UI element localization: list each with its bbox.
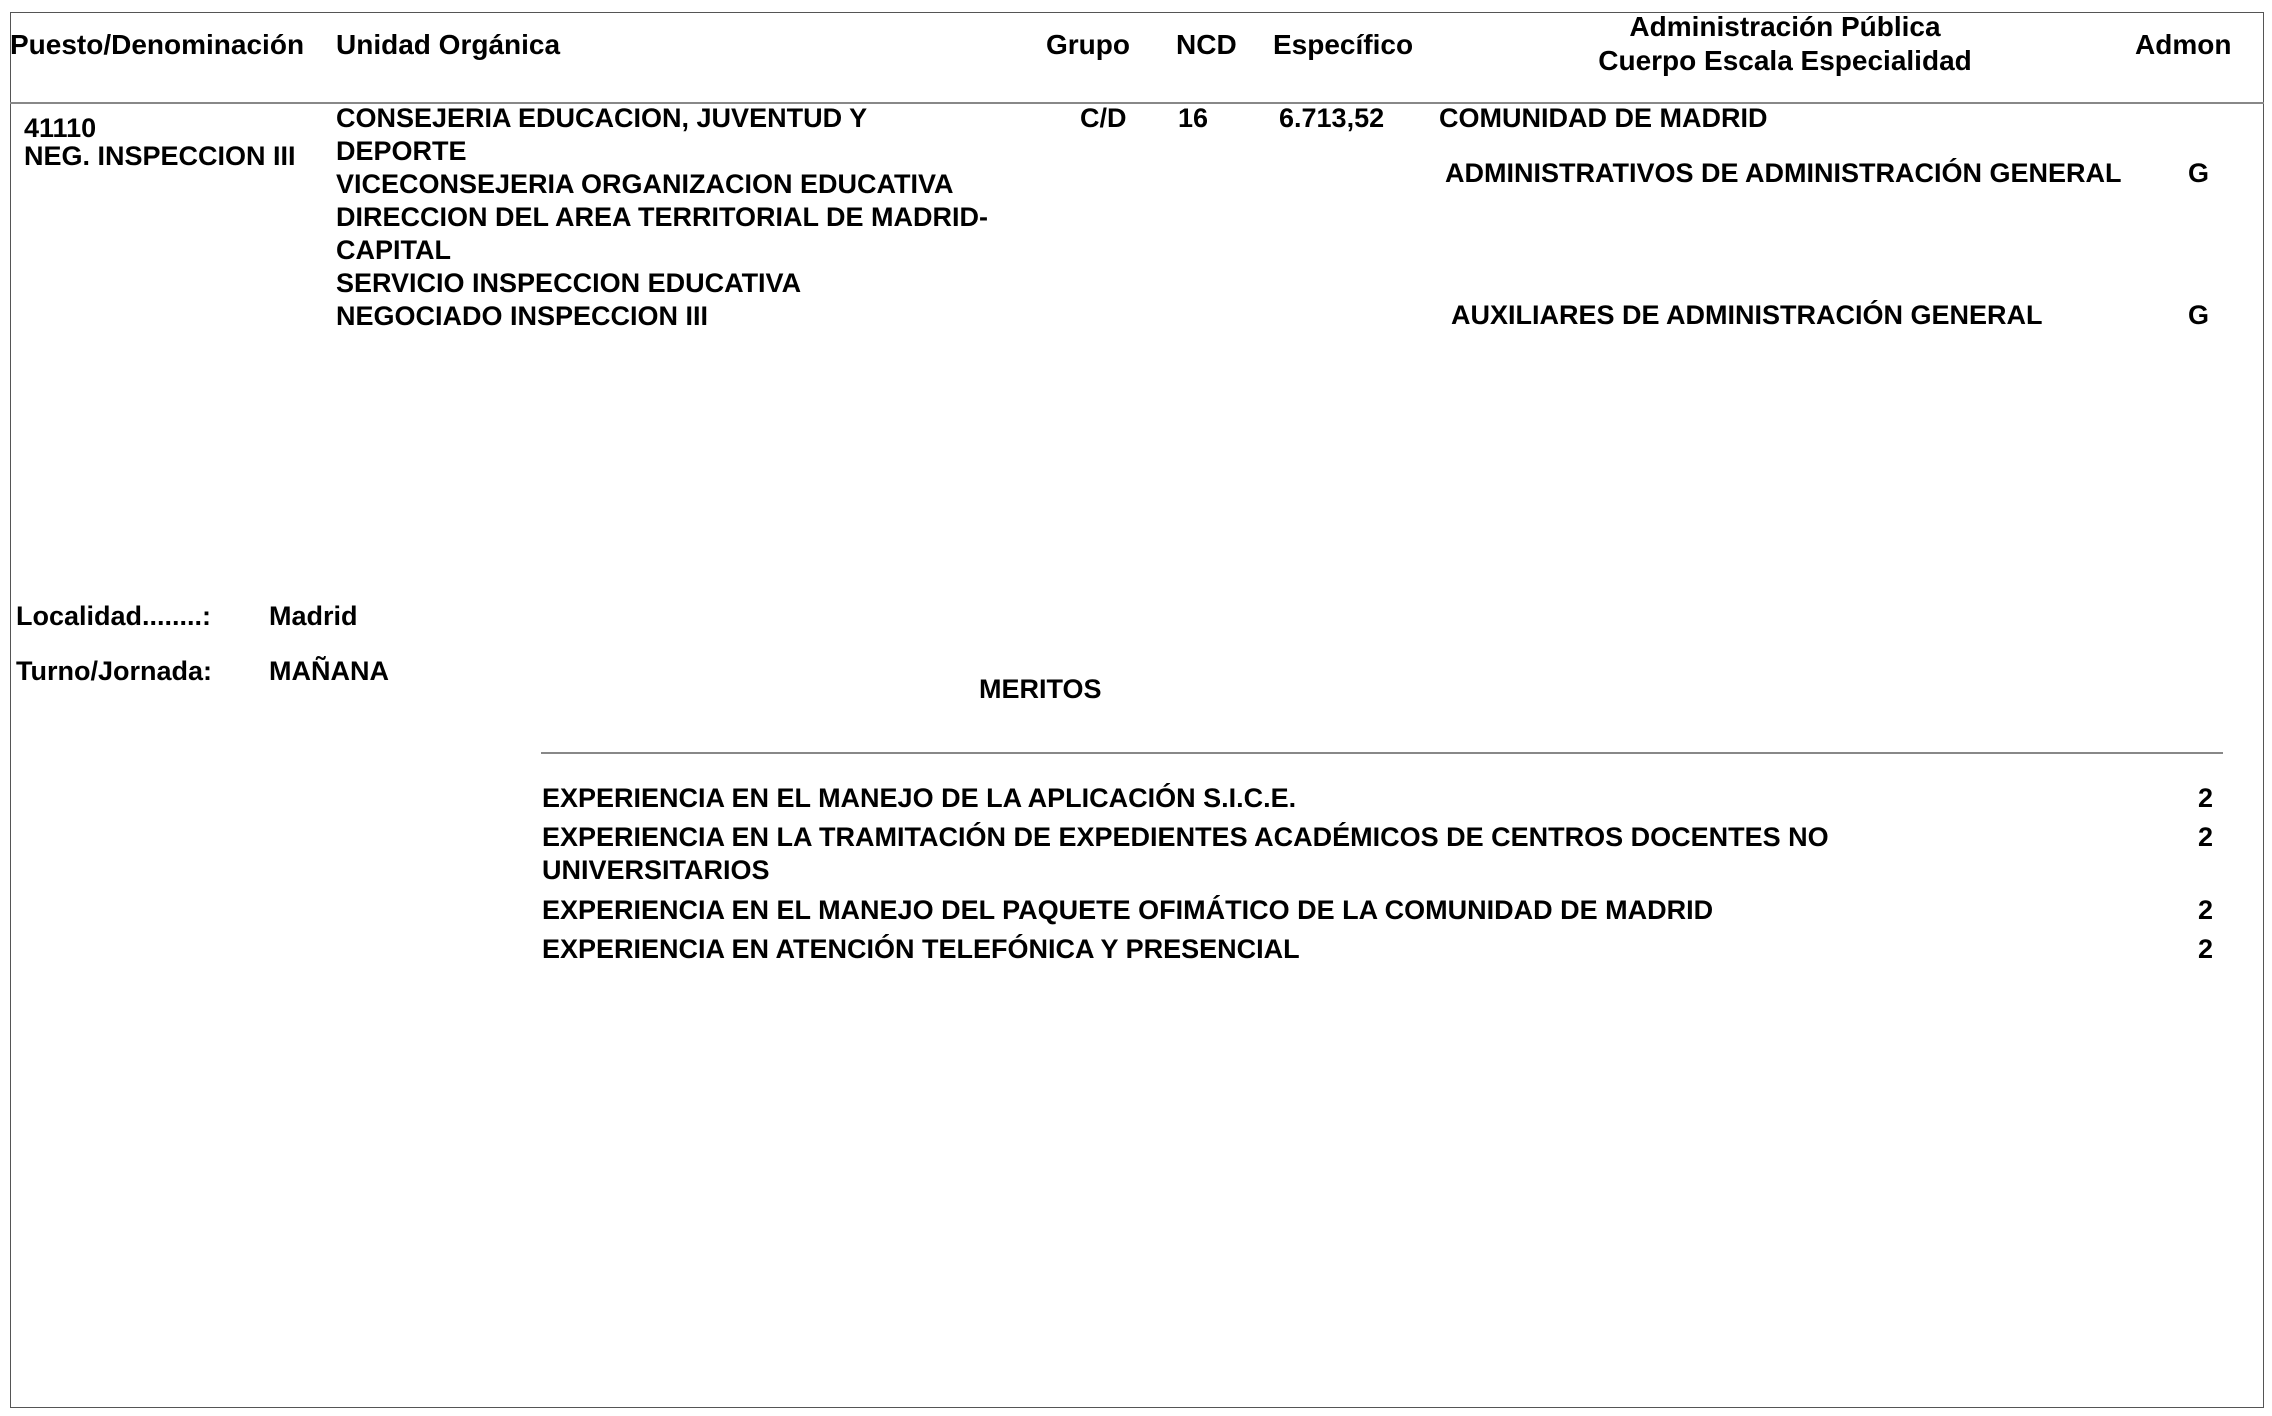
header-admin-line1: Administración Pública [1629, 11, 1941, 42]
grupo-value: C/D [1080, 103, 1127, 133]
header-puesto: Puesto/Denominación [10, 29, 305, 60]
localidad-label: Localidad........: [16, 601, 212, 631]
unidad-line: CAPITAL [336, 235, 451, 265]
meritos-divider [541, 752, 2223, 754]
unidad-line: VICECONSEJERIA ORGANIZACION EDUCATIVA [336, 169, 954, 199]
header-unidad: Unidad Orgánica [336, 29, 561, 60]
unidad-line: DEPORTE [336, 136, 467, 166]
header-admon: Admon [2135, 29, 2232, 60]
administracion-value: COMUNIDAD DE MADRID [1439, 103, 1768, 133]
localidad-value: Madrid [269, 601, 358, 631]
puesto-name: NEG. INSPECCION III [24, 141, 296, 171]
meritos-title: MERITOS [979, 674, 1102, 704]
header-especifico: Específico [1273, 29, 1414, 60]
especifico-value: 6.713,52 [1279, 103, 1385, 133]
turno-value: MAÑANA [269, 656, 389, 686]
merito-points: 2 [2198, 895, 2214, 925]
cuerpo-admon: G [2188, 158, 2210, 188]
cuerpo-name: AUXILIARES DE ADMINISTRACIÓN GENERAL [1451, 300, 2043, 330]
merito-text: EXPERIENCIA EN ATENCIÓN TELEFÓNICA Y PRESENCIAL [542, 934, 1300, 964]
unidad-line: NEGOCIADO INSPECCION III [336, 301, 709, 331]
ncd-value: 16 [1178, 103, 1209, 133]
merito-text-continued: UNIVERSITARIOS [542, 855, 770, 885]
unidad-line: SERVICIO INSPECCION EDUCATIVA [336, 268, 802, 298]
merito-text: EXPERIENCIA EN EL MANEJO DEL PAQUETE OFIMÁTICO DE LA COMUNIDAD DE MADRID [542, 895, 1714, 925]
unidad-line: CONSEJERIA EDUCACION, JUVENTUD Y [336, 103, 868, 133]
unidad-organica [336, 102, 988, 333]
merito-text: EXPERIENCIA EN EL MANEJO DE LA APLICACIÓN S.I.C.E. [542, 783, 1297, 813]
puesto-code: 41110 [24, 113, 97, 143]
merito-text: EXPERIENCIA EN LA TRAMITACIÓN DE EXPEDIENTES ACADÉMICOS DE CENTROS DOCENTES NO [542, 822, 1829, 852]
unidad-line: DIRECCION DEL AREA TERRITORIAL DE MADRID- [336, 202, 989, 232]
merito-points: 2 [2198, 822, 2214, 852]
merito-points: 2 [2198, 783, 2214, 813]
cuerpo-admon: G [2188, 300, 2210, 330]
header-admin-line2: Cuerpo Escala Especialidad [1598, 45, 1972, 76]
turno-label: Turno/Jornada: [16, 656, 213, 686]
header-grupo: Grupo [1046, 29, 1130, 60]
cuerpo-name: ADMINISTRATIVOS DE ADMINISTRACIÓN GENERAL [1445, 158, 2122, 188]
header-ncd: NCD [1176, 29, 1237, 60]
merito-points: 2 [2198, 934, 2214, 964]
